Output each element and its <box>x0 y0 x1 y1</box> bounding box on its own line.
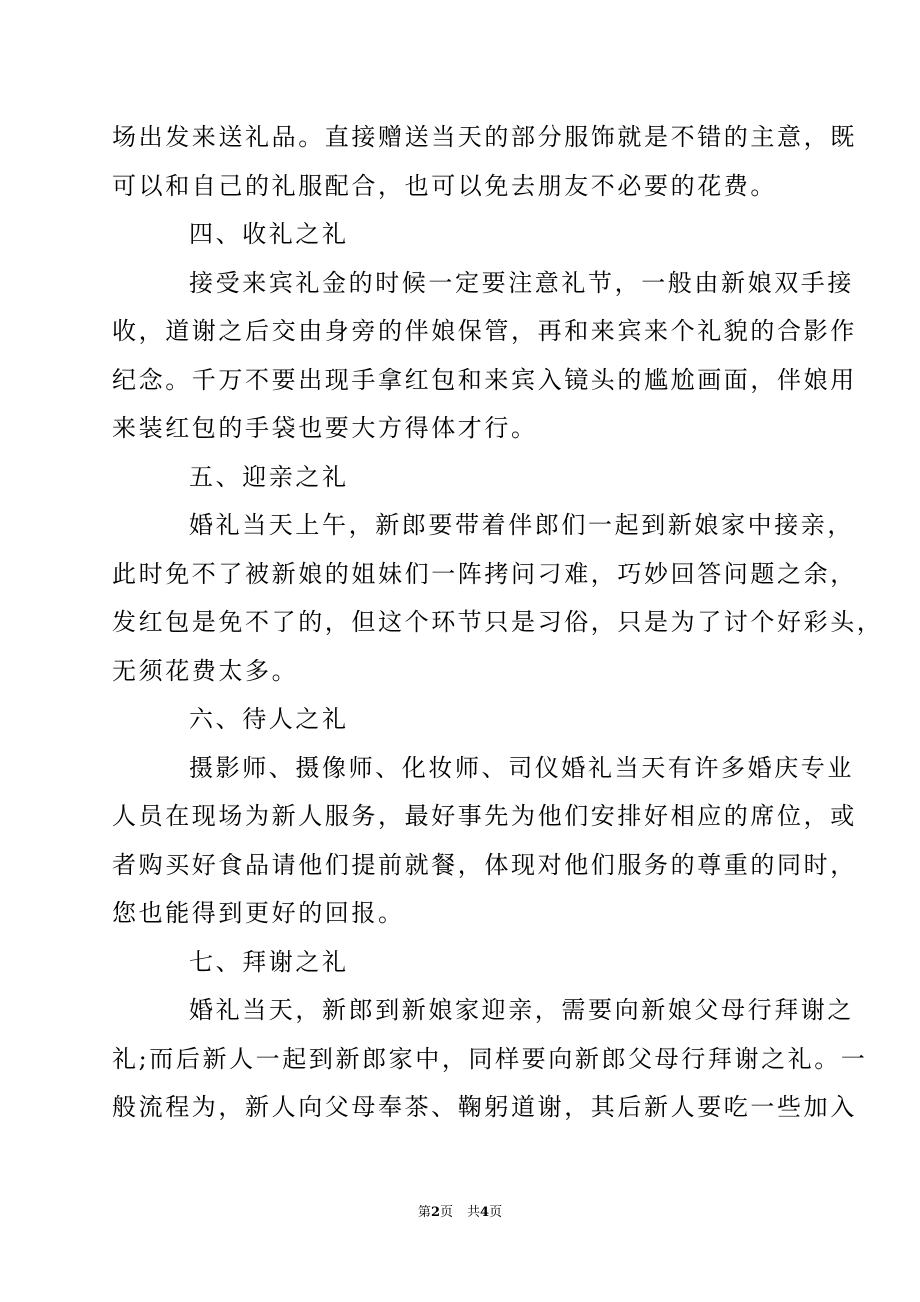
footer-total-suffix: 页 <box>489 1205 503 1220</box>
text-line: 发红包是免不了的，但这个环节只是习俗，只是为了讨个好彩头， <box>112 608 884 636</box>
text-line: 六、待人之礼 <box>189 705 349 733</box>
footer-page-number: 2 <box>430 1205 440 1220</box>
text-line: 七、拜谢之礼 <box>189 947 349 976</box>
text-line: 来装红包的手袋也要大方得体才行。 <box>112 414 538 442</box>
text-line: 此时免不了被新娘的姐妹们一阵拷问刁难，巧妙回答问题之余， <box>112 559 857 588</box>
text-line: 人员在现场为新人服务，最好事先为他们安排好相应的席位，或 <box>112 802 857 830</box>
text-line: 摄影师、摄像师、化妆师、司仪婚礼当天有许多婚庆专业 <box>189 753 854 782</box>
footer-page-prefix: 第 <box>417 1205 431 1220</box>
text-line: 无须花费太多。 <box>112 656 299 685</box>
footer-page-suffix: 页 <box>439 1205 453 1220</box>
text-line: 可以和自己的礼服配合，也可以免去朋友不必要的花费。 <box>112 171 777 200</box>
text-line: 五、迎亲之礼 <box>189 462 349 491</box>
document-body <box>112 113 884 1132</box>
text-line: 婚礼当天，新郎到新娘家迎亲，需要向新娘父母行拜谢之 <box>189 996 854 1024</box>
footer-total-pages: 4 <box>480 1205 490 1220</box>
text-line: 接受来宾礼金的时候一定要注意礼节，一般由新娘双手接 <box>189 268 854 297</box>
text-line: 婚礼当天上午，新郎要带着伴郎们一起到新娘家中接亲， <box>189 511 854 539</box>
footer-total-prefix: 共 <box>467 1205 481 1220</box>
text-line: 四、收礼之礼 <box>189 220 349 248</box>
text-line: 场出发来送礼品。直接赠送当天的部分服饰就是不错的主意，既 <box>112 123 857 151</box>
text-line: 者购买好食品请他们提前就餐，体现对他们服务的尊重的同时， <box>112 850 857 879</box>
text-line: 收，道谢之后交由身旁的伴娘保管，再和来宾来个礼貌的合影作 <box>112 317 857 345</box>
page-footer <box>0 1204 920 1222</box>
text-line: 您也能得到更好的回报。 <box>112 899 405 927</box>
text-line: 纪念。千万不要出现手拿红包和来宾入镜头的尴尬画面，伴娘用 <box>112 365 857 394</box>
text-line: 般流程为，新人向父母奉茶、鞠躬道谢，其后新人要吃一些加入 <box>112 1093 857 1121</box>
text-line: 礼;而后新人一起到新郎家中，同样要向新郎父母行拜谢之礼。一 <box>112 1044 868 1073</box>
